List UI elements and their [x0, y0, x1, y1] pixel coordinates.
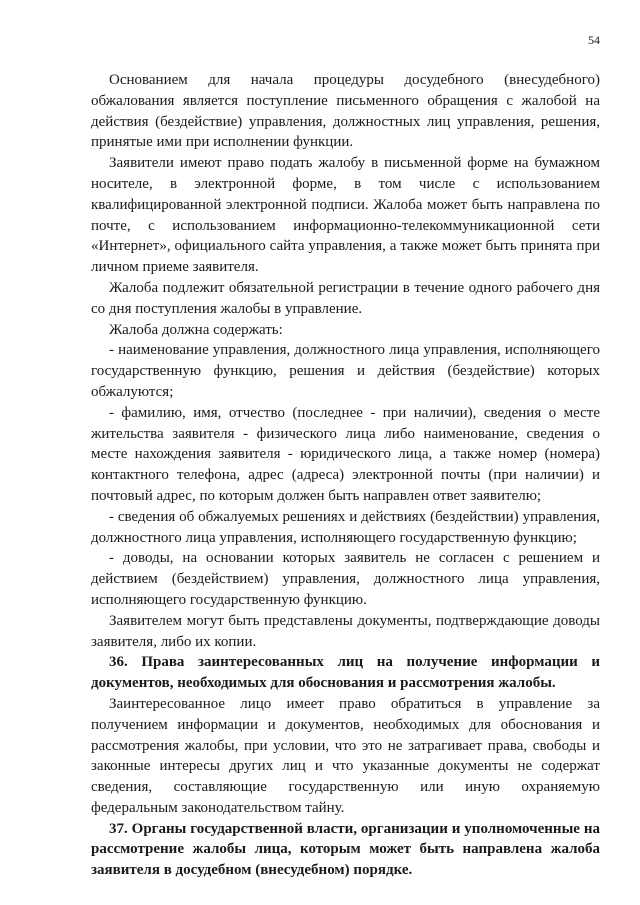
paragraph-registration: Жалоба подлежит обязательной регистрации в течение одного рабочего дня со дня поступления жалобы в управление. — [91, 279, 600, 317]
page-number: 54 — [588, 33, 600, 47]
paragraph-documents: Заявителем могут быть представлены документы, подтверждающие доводы заявителя, либо их копии. — [91, 612, 600, 650]
document-body — [91, 70, 600, 881]
paragraph-applicants-right: Заявители имеют право подать жалобу в письменной форме на бумажном носителе, в электронной форме, в том числе с использованием квалифицированной электронной подписи. Жалоба может быть направлена по почте, с использованием информационно-телекоммуникационной сети «Интернет», официального сайта управления, а также может быть принята при личном приеме заявителя. — [91, 155, 600, 276]
list-item: - сведения об обжалуемых решениях и действиях (бездействии) управления, должностного лица управления, исполняющего государственную функцию; — [91, 508, 600, 546]
section-36-text: Заинтересованное лицо имеет право обратиться в управление за получением информации и документов, необходимых для обоснования и рассмотрения жалобы, при условии, что это не затрагивает права, свободы и законные интересы других лиц и что указанные документы не содержат сведения, составляющие государственную или иную охраняемую федеральным законодательством тайну. — [91, 695, 600, 816]
section-36-heading: 36. Права заинтересованных лиц на получение информации и документов, необходимых для обоснования и рассмотрения жалобы. — [91, 654, 600, 692]
list-item: - фамилию, имя, отчество (последнее - при наличии), сведения о месте жительства заявителя - физического лица либо наименование, сведения о месте нахождения заявителя - юридического лица, а также номер (номера) контактного телефона, адрес (адреса) электронной почты (при наличии) и почтовый адрес, по которым должен быть направлен ответ заявителю; — [91, 404, 600, 504]
list-item: - доводы, на основании которых заявитель не согласен с решением и действием (бездействием) управления, должностного лица управления, исполняющего государственную функцию. — [91, 550, 600, 608]
paragraph-complaint-contents: Жалоба должна содержать: — [109, 321, 283, 338]
section-37-heading: 37. Органы государственной власти, организации и уполномоченные на рассмотрение жалобы лица, которым может быть направлена жалоба заявителя в досудебном (внесудебном) порядке. — [91, 820, 600, 879]
list-item: - наименование управления, должностного лица управления, исполняющего государственную функцию, решения и действия (бездействие) которых обжалуются; — [91, 342, 600, 400]
paragraph-grounds: Основанием для начала процедуры досудебного (внесудебного) обжалования является поступление письменного обращения с жалобой на действия (бездействие) управления, должностных лиц управления, решения, принятые ими при исполнении функции. — [91, 72, 600, 151]
